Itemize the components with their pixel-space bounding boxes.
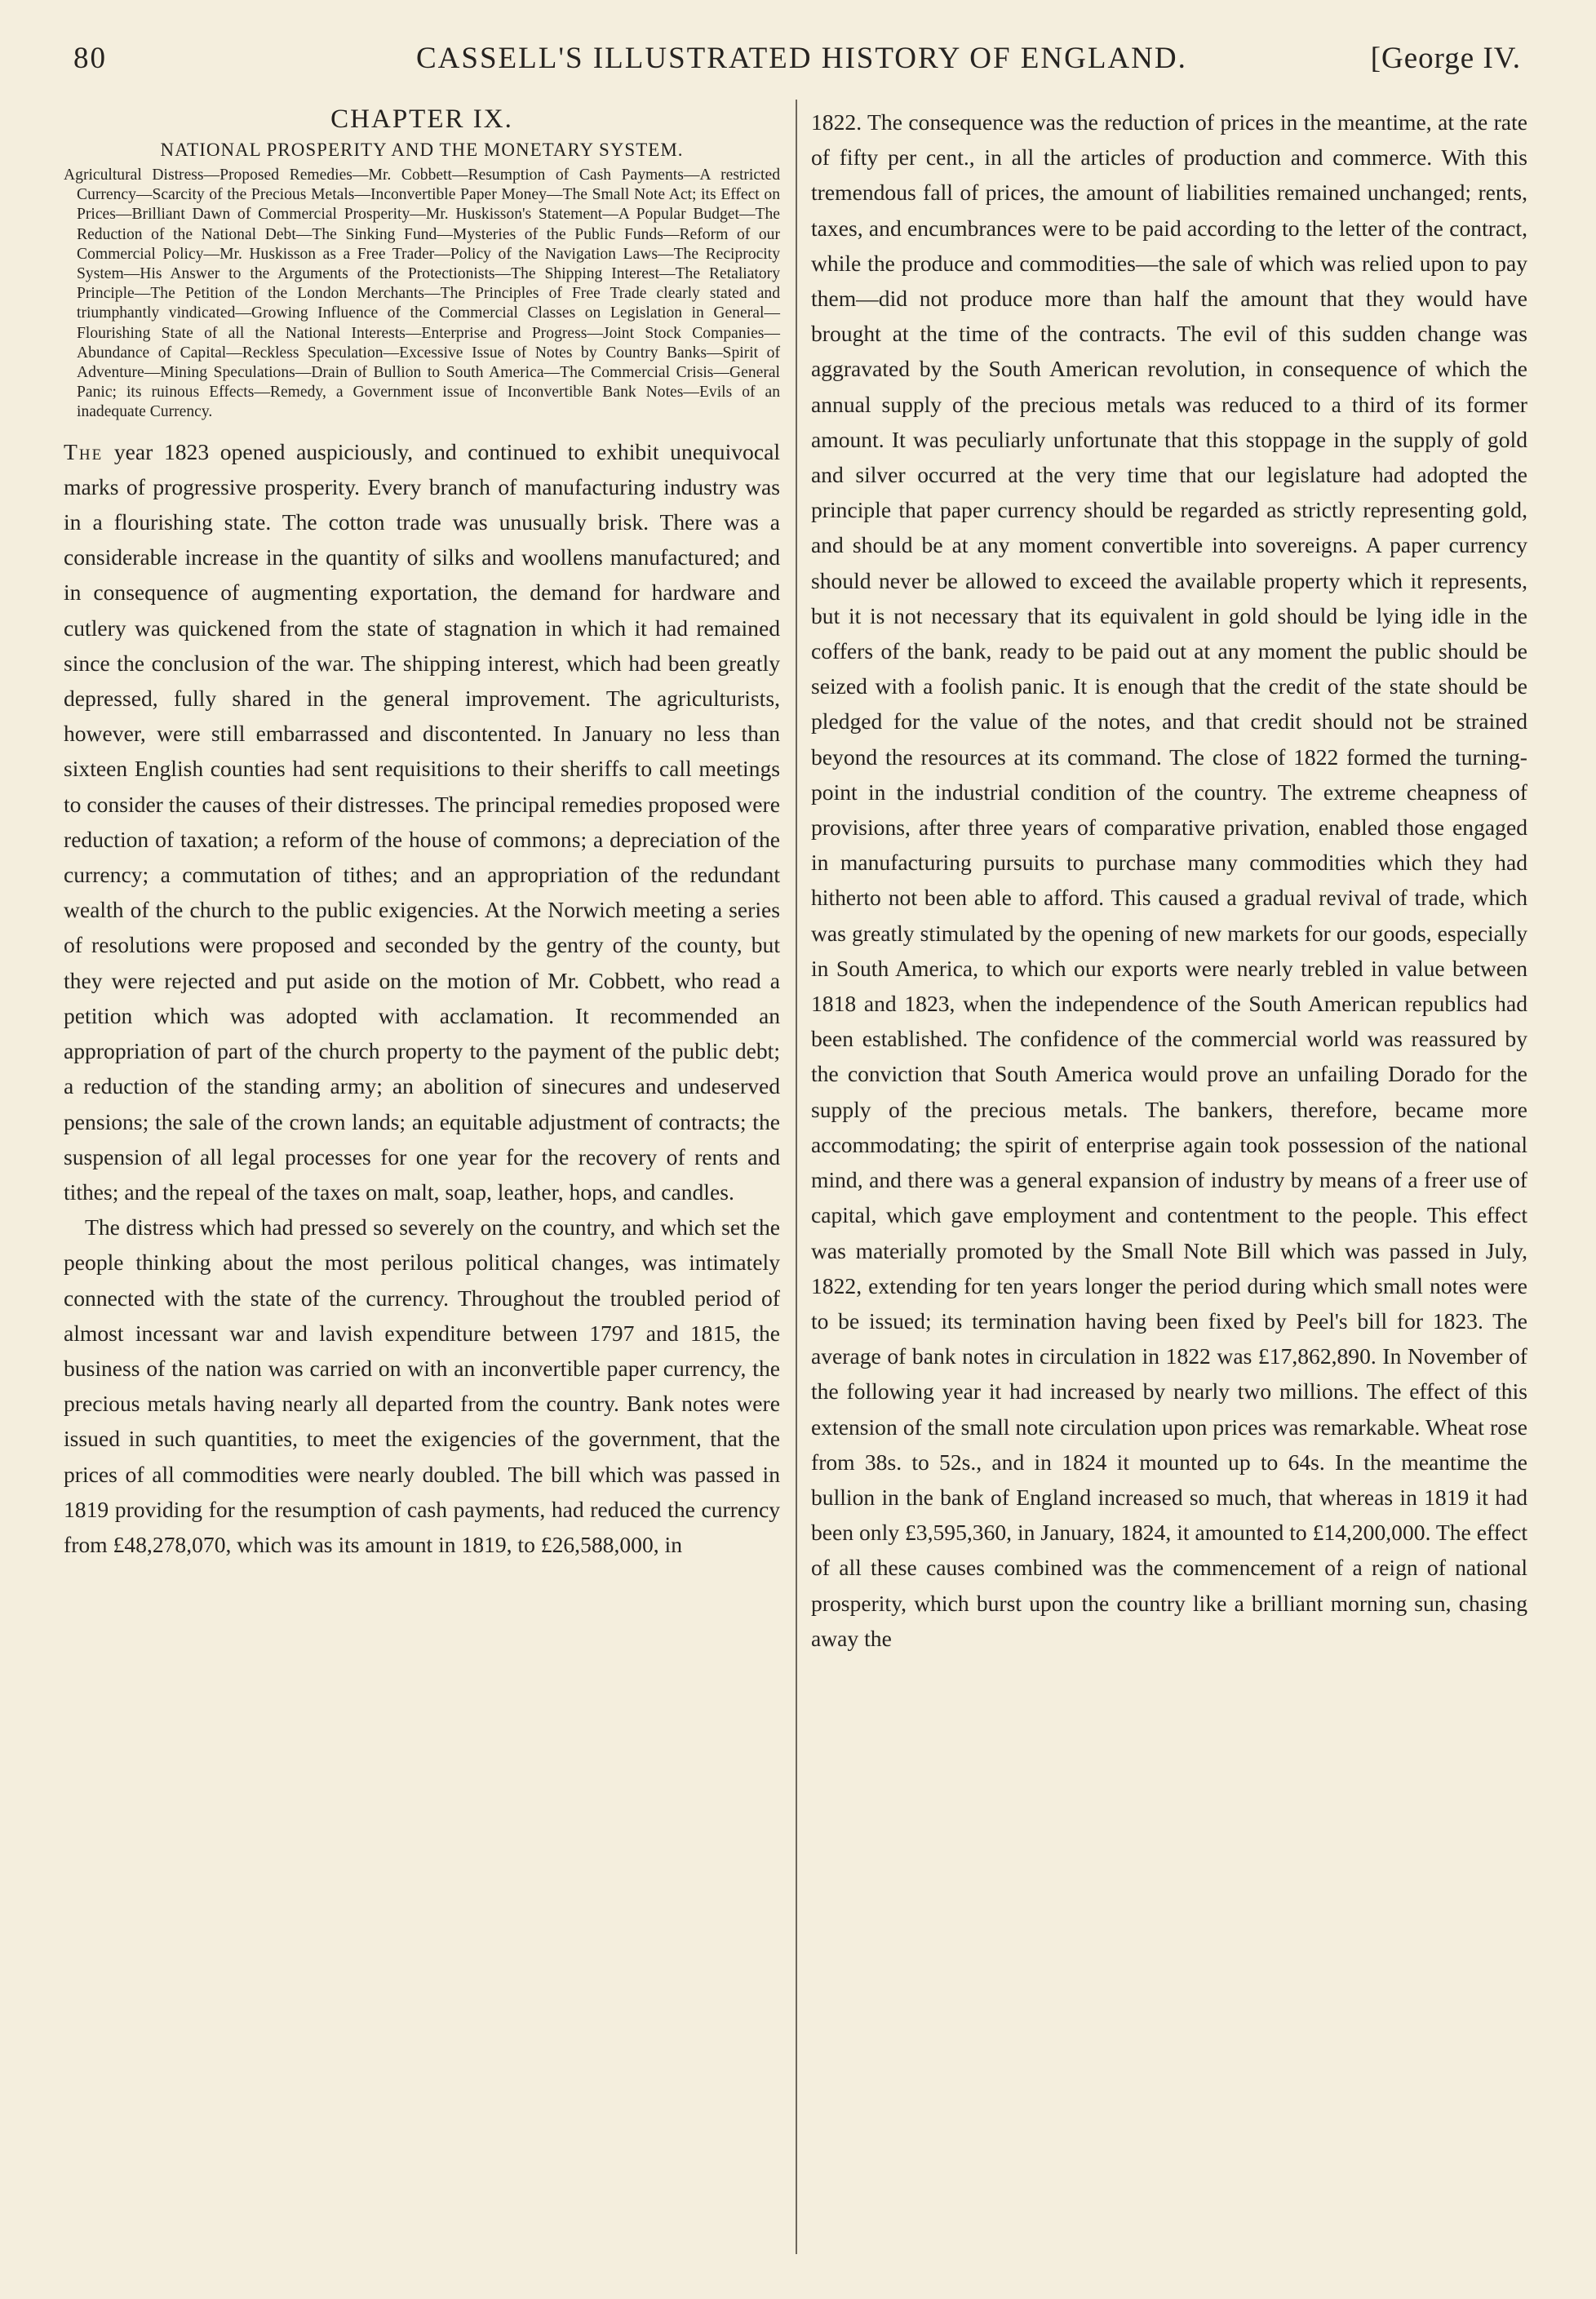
body-paragraph: The distress which had pressed so severely on the country, and which set the people thinking about the most perilous political changes, was intimately connected with the state of the currency. Throughout the troubled period of almost incessant war and lavish expenditure between 1797 and 1815, the business of the nation was carried on with an inconvertible paper currency, the precious metals having nearly all departed from the country. Bank notes were issued in such quantities, to meet the exigencies of the government, that the prices of all commodities were nearly doubled. The bill which was passed in 1819 providing for the resumption of cash payments, had reduced the currency from £48,278,070, which was its amount in 1819, to £26,588,000, in [64, 1214, 780, 1557]
column-divider [796, 100, 797, 2254]
paragraph-text: year 1823 opened auspiciously, and continued to exhibit unequivocal marks of progressive prosperity. Every branch of manufacturing industry was in a flourishing state. The cotton trade was unusually brisk. There was a considerable increase in the quantity of silks and woollens manufactured; and in consequence of augmenting exportation, the demand for hardware and cutlery was quickened from the state of stagnation in which it had remained since the conclusion of the war. The shipping interest, which had been greatly depressed, fully shared in the general improvement. The agriculturists, however, were still embarrassed and discontented. In January no less than sixteen English counties had sent requisitions to their sheriffs to call meetings to consider the causes of their distresses. The principal remedies proposed were reduction of taxation; a reform of the house of commons; a depreciation of the currency; a commutation of tithes; and an appropriation of the redundant wealth of the church to the public exigencies. At the Norwich meeting a series of resolutions were proposed and seconded by the gentry of the county, but they were rejected and put aside on the motion of Mr. Cobbett, who read a petition which was adopted with acclamation. It recommended an appropriation of part of the church property to the payment of the public debt; a reduction of the standing army; an abolition of sinecures and undeserved pensions; the sale of the crown lands; an equitable adjustment of contracts; the suspension of all legal processes for one year for the recovery of rents and tithes; and the repeal of the taxes on malt, soap, leather, hops, and candles. [64, 438, 780, 1205]
chapter-synopsis: Agricultural Distress—Proposed Remedies—Mr. Cobbett—Resumption of Cash Payments—A restricted Currency—Scarcity of the Precious Metals—Inconvertible Paper Money—The Small Note Act; its Effect on Prices—Brilliant Dawn of Commercial Prosperity—Mr. Huskisson's Statement—A Popular Budget—The Reduction of the National Debt—The Sinking Fund—Mysteries of the Public Funds—Reform of our Commercial Policy—Mr. Huskisson as a Free Trader—Policy of the Navigation Laws—The Reciprocity System—His Answer to the Arguments of the Protectionists—The Shipping Interest—The Retaliatory Principle—The Petition of the London Merchants—The Principles of Free Trade clearly stated and triumphantly vindicated—Growing Influence of the Commercial Classes on Legislation in General—Flourishing State of all the National Interests—Enterprise and Progress—Joint Stock Companies—Abundance of Capital—Reckless Speculation—Excessive Issue of Notes by Country Banks—Spirit of Adventure—Mining Speculations—Drain of Bullion to South America—The Commercial Crisis—General Panic; its ruinous Effects—Remedy, a Government issue of Inconvertible Bank Notes—Evils of an inadequate Currency. [64, 166, 780, 421]
chapter-title: CHAPTER IX. [330, 104, 513, 134]
running-head [64, 36, 1532, 85]
section-title: [George IV. [1370, 42, 1521, 75]
left-column [64, 104, 780, 1562]
paragraph-lead-word: The [64, 438, 104, 464]
body-paragraph [64, 434, 780, 1209]
book-title: CASSELL'S ILLUSTRATED HISTORY OF ENGLAND. [416, 42, 1187, 75]
chapter-subtitle: NATIONAL PROSPERITY AND THE MONETARY SYSTEM. [160, 140, 684, 160]
right-column [811, 104, 1527, 1656]
book-page [64, 36, 1532, 2264]
body-paragraph: 1822. The consequence was the reduction of prices in the meantime, at the rate of fifty per cent., in all the articles of production and commerce. With this tremendous fall of prices, the amount of liabilities remained unchanged; rents, taxes, and encumbrances were to be paid according to the letter of the contract, while the produce and commodities—the sale of which was relied upon to pay them—did not produce more than half the amount that they would have brought at the time of the contracts. The evil of this sudden change was aggravated by the South American revolution, in consequence of which the annual supply of the precious metals was reduced to a third of its former amount. It was peculiarly unfortunate that this stoppage in the supply of gold and silver occurred at the very time that our legislature had adopted the principle that paper currency should be regarded as strictly representing gold, and should be at any moment convertible into sovereigns. A paper currency should never be allowed to exceed the available property which it represents, but it is not necessary that its equivalent in gold should be lying idle in the coffers of the bank, ready to be paid out at any moment the public should be seized with a foolish panic. It is enough that the credit of the state should be pledged for the value of the notes, and that credit should not be strained beyond the resources at its command. The close of 1822 formed the turning-point in the industrial condition of the country. The extreme cheapness of provisions, after three years of comparative privation, enabled those engaged in manufacturing pursuits to purchase many commodities which they had hitherto not been able to afford. This caused a gradual revival of trade, which was greatly stimulated by the opening of new markets for our goods, especially in South America, to which our exports were nearly trebled in value between 1818 and 1823, when the independence of the South American republics had been established. The confidence of the commercial world was reassured by the conviction that South America would prove an unfailing Dorado for the supply of the precious metals. The bankers, therefore, became more accommodating; the spirit of enterprise again took possession of the national mind, and there was a general expansion of industry by means of a freer use of capital, which gave employment and contentment to the people. This effect was materially promoted by the Small Note Bill which was passed in July, 1822, extending for ten years longer the period during which small notes were to be issued; its termination having been fixed by Peel's bill for 1823. The average of bank notes in circulation in 1822 was £17,862,890. In November of the following year it had increased by nearly two millions. The effect of this extension of the small note circulation upon prices was remarkable. Wheat rose from 38s. to 52s., and in 1824 it mounted up to 64s. In the meantime the bullion in the bank of England increased so much, that whereas in 1819 it had been only £3,595,360, in January, 1824, it amounted to £14,200,000. The effect of all these causes combined was the commencement of a reign of national prosperity, which burst upon the country like a brilliant morning sun, chasing away the [811, 109, 1527, 1651]
page-number: 80 [73, 42, 107, 75]
